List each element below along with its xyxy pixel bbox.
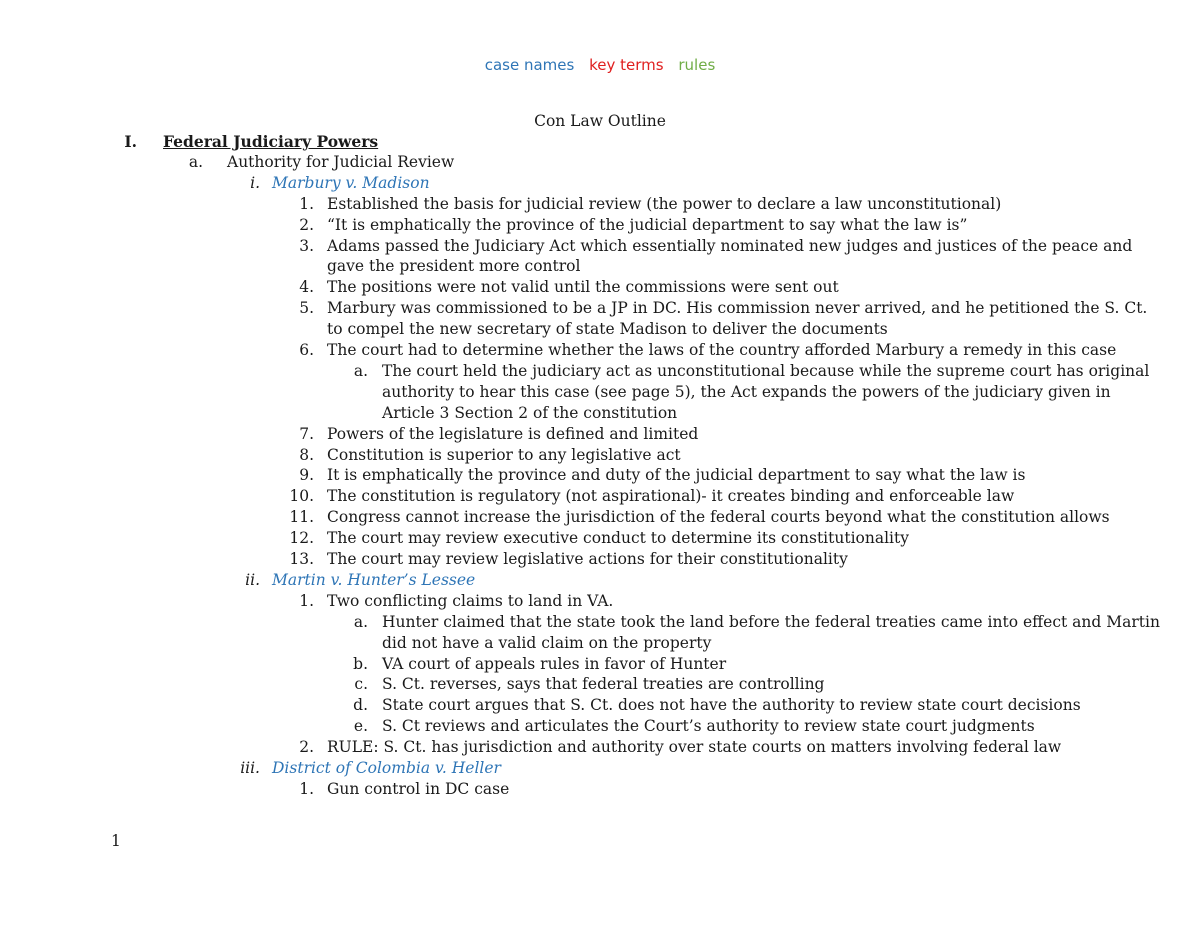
- outline-text: authority to hear this case (see page 5), the Act expands the powers of the judiciary given in: [382, 382, 1111, 401]
- outline-text: Constitution is superior to any legislative act: [327, 445, 681, 464]
- outline-text: Authority for Judicial Review: [227, 152, 455, 171]
- outline-text: Hunter claimed that the state took the land before the federal treaties came into effect and Martin: [382, 612, 1160, 631]
- outline-text: Marbury was commissioned to be a JP in DC. His commission never arrived, and he petitioned the S. Ct.: [327, 299, 1148, 318]
- outline-marker: 3.: [299, 236, 314, 255]
- outline-text: Article 3 Section 2 of the constitution: [382, 403, 678, 422]
- outline-marker: 2.: [299, 215, 314, 234]
- color-legend: [0, 56, 1200, 74]
- outline-text: did not have a valid claim on the property: [382, 633, 712, 652]
- outline-marker: 1.: [299, 194, 314, 213]
- legend-rules: rules: [678, 56, 716, 74]
- outline-text: to compel the new secretary of state Madison to deliver the documents: [327, 320, 888, 339]
- outline-marker: 4.: [299, 278, 314, 297]
- outline-marker: a.: [353, 612, 368, 631]
- outline-text: Adams passed the Judiciary Act which essentially nominated new judges and justices of the peace and: [327, 236, 1133, 255]
- outline-text: “It is emphatically the province of the judicial department to say what the law is”: [327, 215, 968, 234]
- outline-text: The court held the judiciary act as unconstitutional because while the supreme court has original: [382, 361, 1150, 380]
- outline-marker: b.: [353, 654, 368, 673]
- case-name: Marbury v. Madison: [272, 173, 430, 192]
- outline-marker: c.: [354, 675, 368, 694]
- outline-marker: 1.: [299, 779, 314, 798]
- outline-text: The court may review executive conduct to determine its constitutionality: [327, 529, 909, 548]
- outline-marker: i.: [250, 173, 260, 192]
- outline-marker: e.: [353, 717, 368, 736]
- outline-text: VA court of appeals rules in favor of Hunter: [382, 654, 727, 673]
- outline-marker: a.: [188, 152, 203, 171]
- outline-text: The court may review legislative actions for their constitutionality: [327, 550, 848, 568]
- case-name: Martin v. Hunter’s Lessee: [272, 570, 476, 589]
- outline-marker: ii.: [245, 570, 260, 589]
- outline-marker: 2.: [299, 738, 314, 757]
- outline-text: Established the basis for judicial review (the power to declare a law unconstitutional): [327, 194, 1002, 213]
- outline-marker: 1.: [299, 591, 314, 610]
- outline-marker: 11.: [289, 508, 314, 527]
- outline-marker: 6.: [299, 341, 314, 359]
- case-name: District of Colombia v. Heller: [272, 759, 501, 777]
- outline-marker: 7.: [299, 424, 314, 443]
- outline-text: gave the president more control: [327, 257, 581, 276]
- outline-marker: 9.: [299, 466, 314, 485]
- outline-marker: d.: [353, 696, 368, 715]
- outline-text: Congress cannot increase the jurisdiction of the federal courts beyond what the constitution allows: [327, 508, 1110, 527]
- outline-text: Powers of the legislature is defined and limited: [327, 424, 699, 443]
- outline-marker: 8.: [299, 445, 314, 464]
- legend-case-names: case names: [484, 56, 575, 74]
- outline-text: The constitution is regulatory (not aspirational)- it creates binding and enforceable law: [327, 487, 1015, 506]
- outline-marker: 5.: [299, 299, 314, 318]
- section-heading: Federal Judiciary Powers: [163, 132, 379, 151]
- outline-text: Two conflicting claims to land in VA.: [327, 591, 614, 610]
- outline-text: State court argues that S. Ct. does not have the authority to review state court decisions: [382, 696, 1081, 715]
- outline-text: S. Ct reviews and articulates the Court’s authority to review state court judgments: [382, 717, 1035, 736]
- outline-marker: 13.: [289, 550, 314, 568]
- outline-text: The positions were not valid until the commissions were sent out: [327, 278, 839, 297]
- outline-marker: 10.: [289, 487, 314, 506]
- outline-text: S. Ct. reverses, says that federal treaties are controlling: [382, 675, 825, 694]
- outline-marker: 12.: [289, 529, 314, 548]
- outline-marker: a.: [353, 361, 368, 380]
- page-number: 1: [111, 832, 121, 850]
- outline-text: RULE: S. Ct. has jurisdiction and authority over state courts on matters involving federal law: [327, 738, 1062, 757]
- outline-text: The court had to determine whether the laws of the country afforded Marbury a remedy in this case: [327, 341, 1117, 359]
- outline-marker: I.: [124, 132, 137, 151]
- outline-text: Gun control in DC case: [327, 779, 510, 798]
- document-title: Con Law Outline: [534, 112, 666, 130]
- outline-text: It is emphatically the province and duty of the judicial department to say what the law is: [327, 466, 1026, 485]
- legend-key-terms: key terms: [589, 56, 664, 74]
- outline-marker: iii.: [240, 759, 260, 777]
